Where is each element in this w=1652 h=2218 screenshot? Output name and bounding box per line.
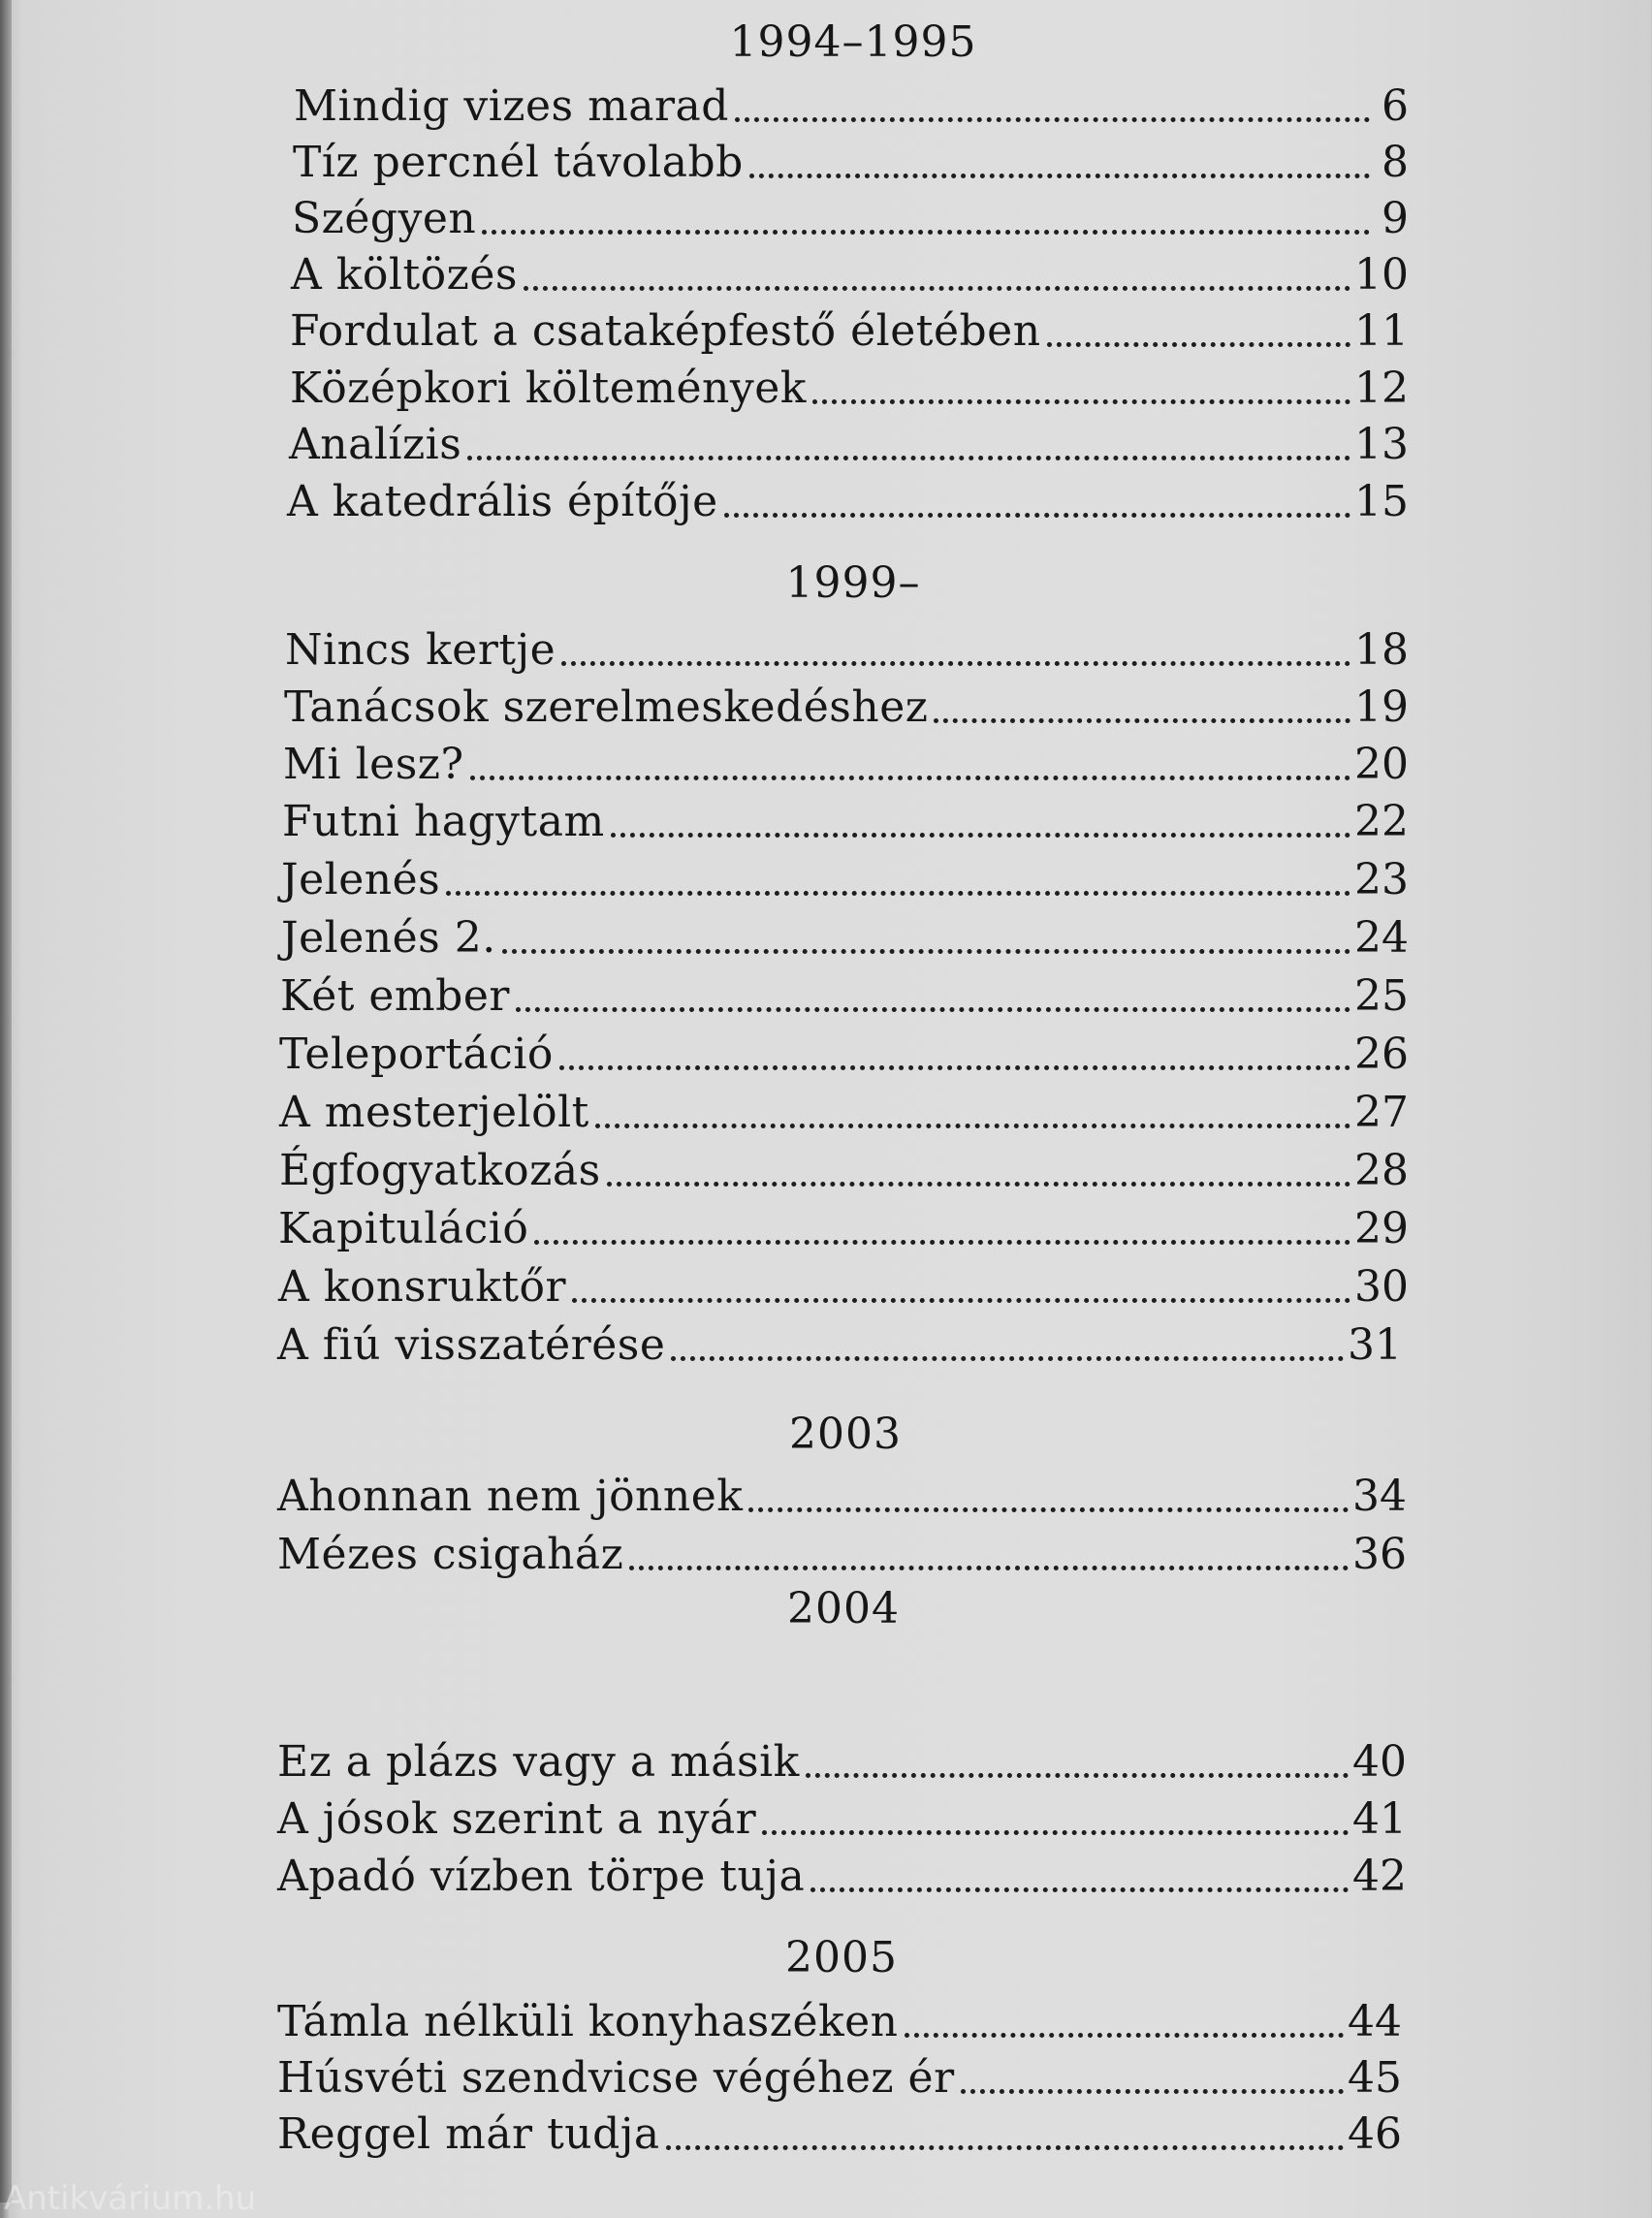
section-year-heading: 1999– <box>785 558 921 608</box>
entry-page-number: 36 <box>1352 1530 1407 1579</box>
entry-title: A fiú visszatérése <box>277 1320 666 1370</box>
entry-page-number: 13 <box>1354 420 1409 469</box>
entry-page-number: 6 <box>1382 81 1409 131</box>
entry-page-number: 45 <box>1348 2053 1402 2103</box>
entry-title: Apadó vízben törpe tuja <box>277 1852 806 1901</box>
toc-entry <box>283 732 1409 789</box>
entry-title: A katedrális építője <box>287 477 718 526</box>
entry-page-number: 15 <box>1354 477 1409 526</box>
dot-leader <box>934 718 1350 723</box>
entry-title: Tanácsok szerelmeskedéshez <box>284 682 929 732</box>
dot-leader <box>1047 342 1350 347</box>
entry-page-number: 22 <box>1354 797 1409 846</box>
entry-page-number: 19 <box>1354 682 1409 732</box>
dot-leader <box>611 833 1350 838</box>
entry-title: Szégyen <box>292 194 477 243</box>
entry-title: Teleportáció <box>279 1030 554 1079</box>
toc-entry <box>277 1313 1402 1370</box>
entry-page-number: 40 <box>1352 1737 1407 1787</box>
entry-page-number: 20 <box>1354 740 1409 789</box>
dot-leader <box>502 949 1350 954</box>
entry-title: Ahonnan nem jönnek <box>277 1472 744 1521</box>
section-year-heading: 2005 <box>785 1933 898 1982</box>
dot-leader <box>724 513 1350 518</box>
toc-entry <box>281 905 1409 963</box>
dot-leader <box>961 2089 1344 2094</box>
entry-title: Reggel már tudja <box>277 2109 660 2159</box>
entry-page-number: 23 <box>1354 855 1409 904</box>
entry-title: A mesterjelölt <box>279 1088 589 1137</box>
entry-title: Két ember <box>280 971 510 1021</box>
dot-leader <box>559 1065 1350 1070</box>
toc-entry <box>277 2102 1402 2159</box>
entry-title: Mézes csigaház <box>277 1530 624 1579</box>
toc-entry <box>279 1022 1409 1079</box>
toc-entry <box>278 1254 1409 1312</box>
entry-title: Húsvéti szendvicse végéhez ér <box>277 2053 955 2103</box>
entry-title: Kapituláció <box>278 1204 529 1253</box>
toc-entry <box>277 1844 1407 1901</box>
toc-entry <box>282 789 1409 846</box>
entry-page-number: 41 <box>1352 1794 1407 1844</box>
entry-title: Égfogyatkozás <box>279 1146 601 1195</box>
dot-leader <box>534 1240 1350 1245</box>
entry-page-number: 10 <box>1354 250 1409 300</box>
section-year-heading: 2004 <box>787 1584 900 1633</box>
toc-entry <box>277 1464 1407 1521</box>
entry-page-number: 25 <box>1354 971 1409 1021</box>
entry-page-number: 28 <box>1354 1146 1409 1195</box>
entry-title: Mindig vizes marad <box>294 81 729 131</box>
dot-leader <box>516 1007 1350 1012</box>
dot-leader <box>748 1507 1349 1512</box>
entry-page-number: 24 <box>1354 913 1409 963</box>
toc-entry <box>289 412 1409 469</box>
dot-leader <box>470 776 1350 780</box>
entry-page-number: 44 <box>1348 1997 1402 2046</box>
entry-page-number: 18 <box>1354 625 1409 675</box>
entry-page-number: 8 <box>1382 138 1409 187</box>
toc-entry <box>281 847 1409 902</box>
toc-entry <box>277 1787 1407 1844</box>
dot-leader <box>467 456 1350 460</box>
dot-leader <box>572 1298 1350 1303</box>
entry-title: Nincs kertje <box>285 625 556 675</box>
entry-page-number: 11 <box>1354 306 1409 356</box>
entry-page-number: 12 <box>1354 364 1409 413</box>
dot-leader <box>806 1773 1349 1778</box>
entry-title: A konsruktőr <box>278 1262 567 1312</box>
section-year-heading: 2003 <box>789 1410 902 1459</box>
toc-entry <box>284 675 1409 732</box>
toc-entry <box>278 1196 1409 1251</box>
entry-page-number: 9 <box>1382 194 1409 243</box>
dot-leader <box>446 891 1350 896</box>
entry-title: Jelenés <box>281 855 441 904</box>
dot-leader <box>671 1356 1344 1361</box>
toc-entry <box>279 1080 1409 1137</box>
toc-entry <box>292 186 1409 243</box>
toc-entry <box>277 1989 1402 2044</box>
entry-title: Analízis <box>289 420 462 469</box>
toc-entry <box>293 130 1409 187</box>
entry-page-number: 26 <box>1354 1030 1409 1079</box>
dot-leader <box>561 661 1350 666</box>
entry-page-number: 34 <box>1352 1472 1407 1521</box>
toc-entry <box>290 299 1409 356</box>
dot-leader <box>810 1887 1349 1892</box>
entry-title: Jelenés 2. <box>281 913 496 963</box>
watermark-text: Antikvárium.hu <box>4 2179 257 2218</box>
dot-leader <box>607 1182 1350 1187</box>
section-year-heading: 1994–1995 <box>729 17 977 67</box>
dot-leader <box>735 117 1370 122</box>
dot-leader <box>524 286 1350 291</box>
toc-entry <box>279 1138 1409 1195</box>
entry-page-number: 31 <box>1348 1320 1402 1370</box>
dot-leader <box>629 1566 1349 1570</box>
entry-title: Ez a plázs vagy a másik <box>277 1737 800 1787</box>
toc-entry <box>277 1522 1407 1579</box>
entry-title: Középkori költemények <box>290 364 807 413</box>
toc-entry <box>277 2045 1402 2103</box>
entry-page-number: 42 <box>1352 1852 1407 1901</box>
dot-leader <box>762 1830 1349 1835</box>
entry-title: Tíz percnél távolabb <box>293 138 744 187</box>
dot-leader <box>482 230 1370 235</box>
entry-title: Fordulat a csataképfestő életében <box>290 306 1041 356</box>
toc-entry <box>285 618 1409 675</box>
entry-title: Mi lesz? <box>283 740 464 789</box>
entry-page-number: 27 <box>1354 1088 1409 1137</box>
toc-entry <box>277 1729 1407 1787</box>
entry-title: Futni hagytam <box>282 797 605 846</box>
entry-page-number: 29 <box>1354 1204 1409 1253</box>
entry-page-number: 46 <box>1348 2109 1402 2159</box>
toc-entry <box>290 356 1409 413</box>
toc-entry <box>280 964 1409 1021</box>
toc-entry <box>294 74 1409 131</box>
entry-title: Támla nélküli konyhaszéken <box>277 1997 899 2046</box>
toc-entry <box>291 242 1409 300</box>
toc-entry <box>287 469 1409 526</box>
dot-leader <box>749 174 1370 178</box>
entry-title: A jósok szerint a nyár <box>277 1794 757 1844</box>
entry-page-number: 30 <box>1354 1262 1409 1312</box>
dot-leader <box>812 399 1350 404</box>
dot-leader <box>666 2145 1344 2150</box>
dot-leader <box>905 2033 1344 2038</box>
entry-title: A költözés <box>291 250 518 300</box>
dot-leader <box>595 1124 1350 1128</box>
book-spine-shadow <box>0 0 12 2202</box>
